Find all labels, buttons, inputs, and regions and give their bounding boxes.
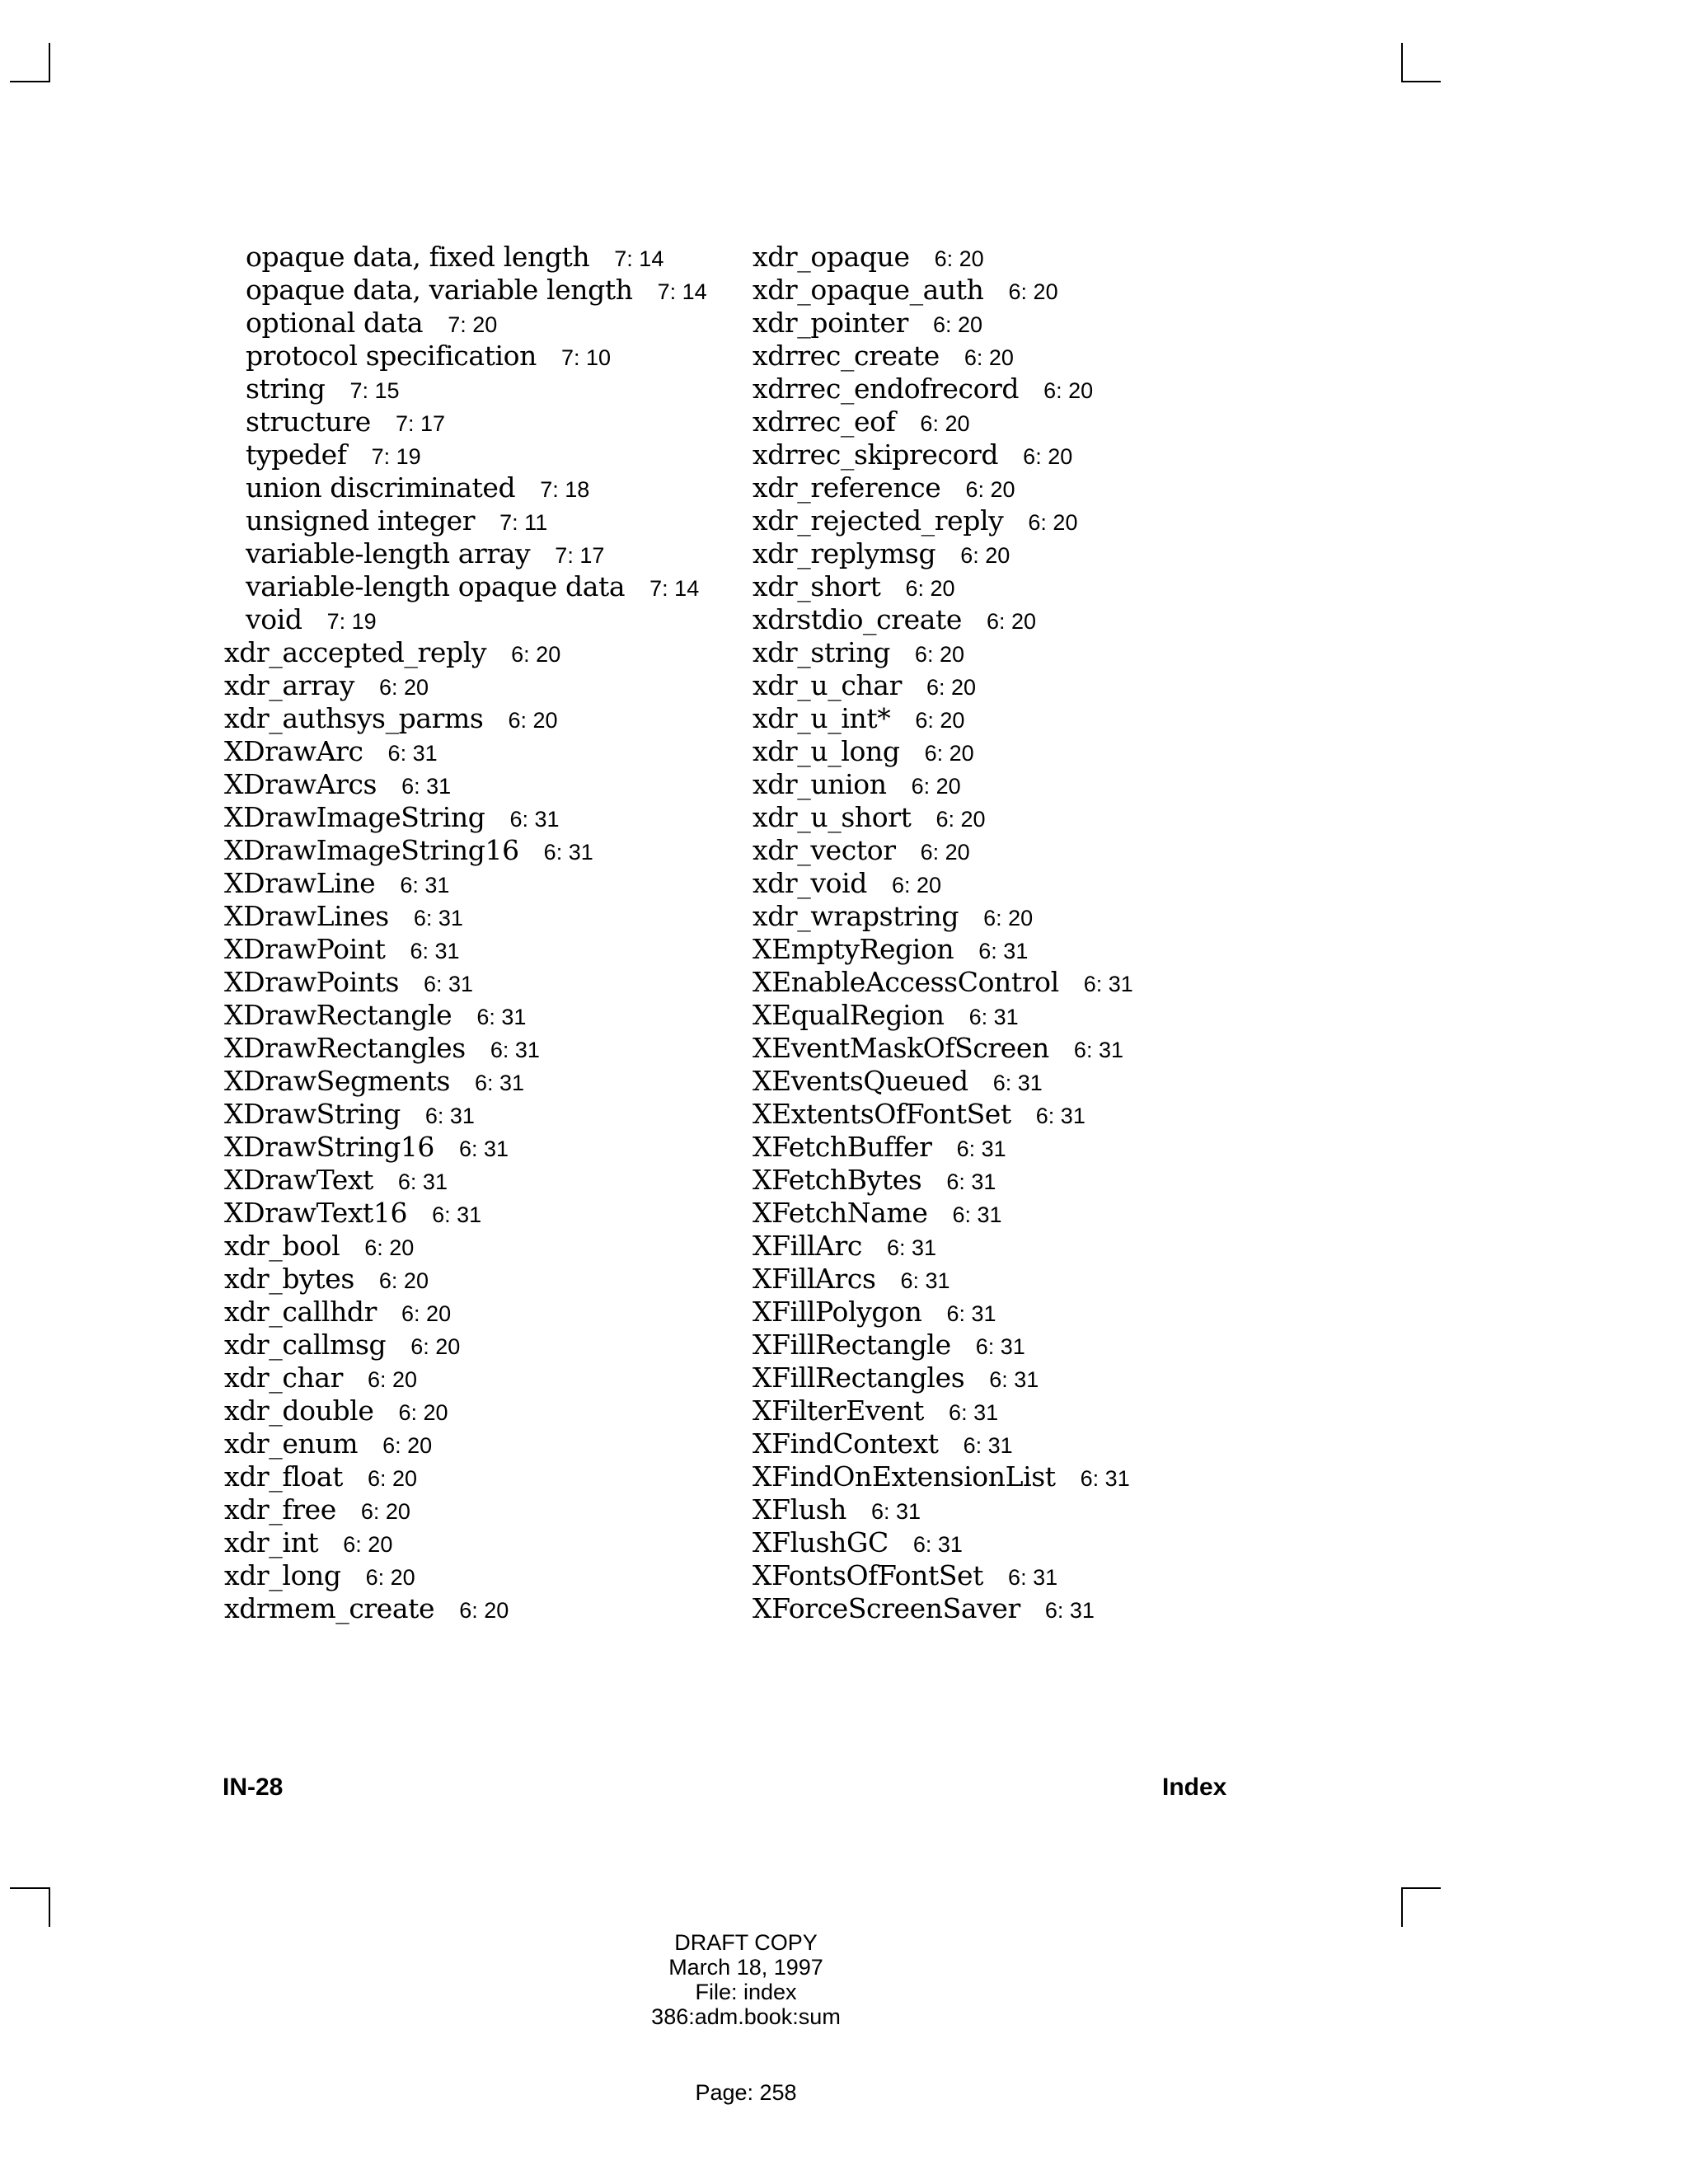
index-entry bbox=[753, 933, 1329, 966]
index-page-ref: 6: 31 bbox=[992, 1071, 1043, 1095]
index-page-ref: 6: 31 bbox=[413, 906, 463, 930]
index-term: xdrstdio_create bbox=[753, 603, 963, 635]
index-term: typedef bbox=[246, 438, 347, 471]
index-entry bbox=[753, 1493, 1329, 1526]
index-term: XFetchBuffer bbox=[753, 1131, 932, 1163]
index-page-ref: 6: 20 bbox=[459, 1598, 509, 1623]
index-entry bbox=[753, 834, 1329, 867]
index-entry bbox=[224, 1164, 719, 1197]
index-entry bbox=[224, 438, 719, 471]
index-term: xdr_short bbox=[753, 570, 881, 602]
index-entry bbox=[753, 340, 1329, 373]
index-page-ref: 6: 31 bbox=[1035, 1104, 1085, 1128]
index-page-ref: 6: 31 bbox=[900, 1268, 950, 1293]
page-label: IN-28 bbox=[223, 1774, 284, 1801]
index-term: void bbox=[246, 603, 302, 635]
index-page-ref: 6: 20 bbox=[915, 708, 965, 733]
index-page-ref: 7: 14 bbox=[614, 246, 664, 271]
index-term: XEmptyRegion bbox=[753, 933, 954, 965]
index-term: variable-length array bbox=[246, 537, 531, 569]
index-term: XExtentsOfFontSet bbox=[753, 1098, 1011, 1130]
index-entry bbox=[224, 274, 719, 307]
index-entry bbox=[753, 405, 1329, 438]
index-term: xdr_long bbox=[224, 1559, 341, 1591]
index-term: XFetchName bbox=[753, 1197, 928, 1229]
index-entry bbox=[753, 867, 1329, 900]
index-entry bbox=[753, 735, 1329, 768]
index-page-ref: 6: 31 bbox=[476, 1005, 527, 1029]
index-entry bbox=[753, 966, 1329, 999]
index-term: XDrawRectangle bbox=[224, 999, 452, 1031]
index-page-ref: 6: 20 bbox=[920, 411, 970, 436]
index-entry bbox=[753, 241, 1329, 274]
index-entry bbox=[224, 933, 719, 966]
index-page-ref: 6: 20 bbox=[1028, 510, 1078, 535]
index-page-ref: 6: 20 bbox=[934, 246, 984, 271]
draft-info-block bbox=[0, 1930, 1492, 2029]
index-entry bbox=[224, 966, 719, 999]
crop-mark-top-left-h bbox=[10, 81, 49, 82]
index-entry bbox=[224, 1526, 719, 1559]
index-page-ref: 6: 31 bbox=[946, 1301, 996, 1326]
index-entry bbox=[753, 1164, 1329, 1197]
index-entry bbox=[753, 1559, 1329, 1592]
index-term: xdr_bytes bbox=[224, 1263, 354, 1295]
index-page-ref: 6: 31 bbox=[424, 972, 474, 996]
index-entry bbox=[753, 570, 1329, 603]
index-term: protocol specification bbox=[246, 340, 537, 372]
draft-book-path: 386:adm.book:sum bbox=[651, 2004, 841, 2029]
index-term: xdr_u_long bbox=[753, 735, 900, 767]
index-page-ref: 6: 20 bbox=[914, 642, 964, 667]
draft-date: March 18, 1997 bbox=[668, 1955, 823, 1980]
index-page-ref: 6: 20 bbox=[1008, 279, 1058, 304]
index-page-ref: 6: 20 bbox=[398, 1400, 448, 1425]
index-entry bbox=[224, 702, 719, 735]
crop-mark-bottom-left-h bbox=[10, 1887, 49, 1889]
index-page-ref: 6: 20 bbox=[1043, 378, 1094, 403]
index-term: xdr_float bbox=[224, 1460, 343, 1493]
index-term: xdr_wrapstring bbox=[753, 900, 959, 932]
index-page-ref: 6: 20 bbox=[367, 1466, 418, 1491]
index-page-ref: 6: 20 bbox=[911, 774, 961, 799]
index-entry bbox=[224, 867, 719, 900]
crop-mark-bottom-right-v bbox=[1401, 1887, 1403, 1927]
index-page-ref: 6: 20 bbox=[892, 873, 942, 898]
index-page-ref: 6: 20 bbox=[965, 477, 1015, 502]
index-page-ref: 6: 20 bbox=[365, 1565, 415, 1590]
index-entry bbox=[224, 340, 719, 373]
index-page-ref: 6: 31 bbox=[1073, 1038, 1123, 1062]
index-page-ref: 6: 31 bbox=[490, 1038, 540, 1062]
index-page-ref: 7: 18 bbox=[540, 477, 590, 502]
index-entry bbox=[753, 1329, 1329, 1361]
index-term: XFontsOfFontSet bbox=[753, 1559, 984, 1591]
index-page-ref: 6: 31 bbox=[946, 1169, 996, 1194]
index-entry bbox=[753, 274, 1329, 307]
index-entry bbox=[224, 241, 719, 274]
index-entry bbox=[753, 1427, 1329, 1460]
index-page-ref: 6: 31 bbox=[952, 1202, 1002, 1227]
index-term: XFillRectangles bbox=[753, 1361, 965, 1394]
index-term: XFillArc bbox=[753, 1230, 862, 1262]
index-entry bbox=[224, 999, 719, 1032]
index-page-ref: 6: 31 bbox=[400, 873, 450, 898]
index-page-ref: 6: 31 bbox=[474, 1071, 525, 1095]
index-term: xdr_free bbox=[224, 1493, 336, 1526]
index-page-ref: 6: 31 bbox=[968, 1005, 1019, 1029]
index-term: string bbox=[246, 373, 326, 405]
index-term: XFlush bbox=[753, 1493, 846, 1526]
draft-file: File: index bbox=[695, 1980, 797, 2004]
index-page-ref: 6: 31 bbox=[912, 1532, 963, 1557]
index-entry bbox=[224, 1427, 719, 1460]
index-page-ref: 6: 20 bbox=[924, 741, 974, 766]
index-entry bbox=[753, 1032, 1329, 1065]
index-page-ref: 7: 10 bbox=[560, 345, 612, 370]
index-page-ref: 6: 20 bbox=[368, 1367, 418, 1392]
index-entry bbox=[224, 1460, 719, 1493]
index-term: xdr_reference bbox=[753, 471, 941, 504]
index-entry bbox=[753, 1098, 1329, 1131]
index-term: xdr_void bbox=[753, 867, 867, 899]
index-entry bbox=[753, 702, 1329, 735]
index-term: xdr_callhdr bbox=[224, 1296, 377, 1328]
index-entry bbox=[753, 999, 1329, 1032]
draft-copy-label: DRAFT COPY bbox=[674, 1930, 818, 1955]
index-page-ref: 6: 20 bbox=[378, 1268, 429, 1293]
index-term: xdr_callmsg bbox=[224, 1329, 387, 1361]
index-term: xdrrec_eof bbox=[753, 405, 896, 438]
index-term: XFillRectangle bbox=[753, 1329, 951, 1361]
index-entry bbox=[224, 1559, 719, 1592]
index-entry bbox=[224, 1230, 719, 1263]
index-entry bbox=[224, 900, 719, 933]
index-entry bbox=[753, 307, 1329, 340]
index-page-ref: 7: 20 bbox=[448, 312, 498, 337]
index-term: XDrawText16 bbox=[224, 1197, 408, 1229]
crop-mark-top-left-v bbox=[49, 43, 50, 82]
index-page-ref: 6: 20 bbox=[401, 1301, 452, 1326]
index-page-ref: 6: 31 bbox=[1083, 972, 1133, 996]
index-page-ref: 6: 20 bbox=[983, 906, 1034, 930]
index-term: XEqualRegion bbox=[753, 999, 945, 1031]
index-column-right bbox=[753, 241, 1329, 1625]
index-term: xdr_pointer bbox=[753, 307, 908, 339]
index-column-left bbox=[224, 241, 719, 1625]
index-term: opaque data, fixed length bbox=[246, 241, 590, 273]
index-term: XDrawImageString bbox=[224, 801, 485, 833]
index-page-ref: 7: 17 bbox=[395, 411, 445, 436]
index-page-ref: 7: 11 bbox=[499, 510, 548, 535]
index-entry bbox=[753, 1592, 1329, 1625]
index-page-ref: 6: 20 bbox=[905, 576, 955, 601]
index-page-ref: 6: 31 bbox=[509, 807, 560, 832]
index-entry bbox=[753, 1296, 1329, 1329]
section-title: Index bbox=[1162, 1774, 1227, 1801]
index-term: XDrawLines bbox=[224, 900, 389, 932]
index-page-ref: 6: 20 bbox=[378, 675, 429, 700]
index-term: XDrawArc bbox=[224, 735, 363, 767]
index-term: xdrmem_create bbox=[224, 1592, 435, 1624]
index-page-ref: 6: 31 bbox=[1008, 1565, 1058, 1590]
index-entry bbox=[224, 603, 719, 636]
index-entry bbox=[224, 834, 719, 867]
index-entry bbox=[224, 504, 719, 537]
index-entry bbox=[224, 1493, 719, 1526]
index-page-ref: 6: 20 bbox=[511, 642, 561, 667]
index-page-ref: 6: 31 bbox=[387, 741, 438, 766]
index-page-ref: 7: 19 bbox=[326, 609, 377, 634]
index-term: union discriminated bbox=[246, 471, 516, 504]
index-page-ref: 6: 20 bbox=[364, 1235, 415, 1260]
index-entry bbox=[753, 1394, 1329, 1427]
index-entry bbox=[753, 1526, 1329, 1559]
index-entry bbox=[224, 1394, 719, 1427]
index-entry bbox=[224, 801, 719, 834]
index-term: XEventsQueued bbox=[753, 1065, 968, 1097]
index-entry bbox=[753, 1460, 1329, 1493]
index-entry bbox=[753, 1263, 1329, 1296]
index-term: xdrrec_skiprecord bbox=[753, 438, 999, 471]
index-page-ref: 6: 20 bbox=[926, 675, 977, 700]
index-page-ref: 7: 17 bbox=[555, 543, 605, 568]
index-entry bbox=[224, 570, 719, 603]
index-entry bbox=[753, 900, 1329, 933]
index-term: xdr_char bbox=[224, 1361, 343, 1394]
index-entry bbox=[753, 373, 1329, 405]
crop-mark-top-right-h bbox=[1401, 81, 1441, 82]
index-term: XFlushGC bbox=[753, 1526, 889, 1558]
index-term: structure bbox=[246, 405, 371, 438]
index-term: XFindOnExtensionList bbox=[753, 1460, 1056, 1493]
index-entry bbox=[224, 1065, 719, 1098]
index-entry bbox=[753, 768, 1329, 801]
index-page-ref: 6: 20 bbox=[987, 609, 1037, 634]
index-term: opaque data, variable length bbox=[246, 274, 633, 306]
index-entry bbox=[753, 537, 1329, 570]
index-page-ref: 6: 31 bbox=[886, 1235, 937, 1260]
index-term: XDrawPoints bbox=[224, 966, 399, 998]
index-term: XDrawSegments bbox=[224, 1065, 450, 1097]
index-entry bbox=[224, 1296, 719, 1329]
index-entry bbox=[224, 1361, 719, 1394]
index-term: XDrawString16 bbox=[224, 1131, 435, 1163]
index-page-ref: 6: 20 bbox=[382, 1433, 433, 1458]
index-term: xdrrec_create bbox=[753, 340, 940, 372]
crop-mark-bottom-left-v bbox=[49, 1887, 50, 1927]
index-page-ref: 6: 31 bbox=[397, 1169, 448, 1194]
index-page-ref: 6: 31 bbox=[401, 774, 452, 799]
index-term: XDrawRectangles bbox=[224, 1032, 466, 1064]
index-entry bbox=[753, 1197, 1329, 1230]
index-term: XFillArcs bbox=[753, 1263, 876, 1295]
index-term: optional data bbox=[246, 307, 424, 339]
index-term: xdrrec_endofrecord bbox=[753, 373, 1020, 405]
index-entry bbox=[224, 373, 719, 405]
index-entry bbox=[753, 636, 1329, 669]
index-term: xdr_replymsg bbox=[753, 537, 936, 569]
index-term: XDrawPoint bbox=[224, 933, 386, 965]
index-term: xdr_int bbox=[224, 1526, 319, 1558]
index-page-ref: 6: 31 bbox=[410, 939, 460, 963]
index-entry bbox=[753, 471, 1329, 504]
index-term: XDrawArcs bbox=[224, 768, 377, 800]
index-entry bbox=[224, 1197, 719, 1230]
index-entry bbox=[753, 1131, 1329, 1164]
index-page-ref: 6: 20 bbox=[410, 1334, 461, 1359]
index-entry bbox=[753, 1361, 1329, 1394]
index-entry bbox=[224, 735, 719, 768]
index-entry bbox=[224, 669, 719, 702]
index-page-ref: 6: 31 bbox=[963, 1433, 1013, 1458]
index-entry bbox=[753, 1065, 1329, 1098]
index-entry bbox=[224, 1592, 719, 1625]
index-page-ref: 6: 20 bbox=[343, 1532, 393, 1557]
index-page-ref: 6: 31 bbox=[459, 1137, 509, 1161]
index-page-ref: 6: 31 bbox=[989, 1367, 1039, 1392]
index-term: unsigned integer bbox=[246, 504, 476, 537]
index-page-ref: 6: 31 bbox=[978, 939, 1029, 963]
index-term: XDrawLine bbox=[224, 867, 376, 899]
index-entry bbox=[753, 504, 1329, 537]
index-page-ref: 6: 20 bbox=[935, 807, 986, 832]
index-page-ref: 6: 31 bbox=[1044, 1598, 1095, 1623]
index-term: XFilterEvent bbox=[753, 1394, 925, 1427]
index-entry bbox=[224, 307, 719, 340]
index-term: xdr_opaque_auth bbox=[753, 274, 984, 306]
index-entry bbox=[753, 669, 1329, 702]
index-term: xdr_u_int* bbox=[753, 702, 891, 734]
index-term: xdr_rejected_reply bbox=[753, 504, 1004, 537]
index-entry bbox=[753, 1230, 1329, 1263]
index-page-ref: 6: 20 bbox=[1023, 444, 1073, 469]
index-page-ref: 6: 20 bbox=[920, 840, 970, 865]
index-page-ref: 6: 31 bbox=[543, 840, 593, 865]
index-term: xdr_array bbox=[224, 669, 354, 701]
index-entry bbox=[224, 471, 719, 504]
index-page-ref: 6: 31 bbox=[1080, 1466, 1130, 1491]
index-term: XEventMaskOfScreen bbox=[753, 1032, 1049, 1064]
index-entry bbox=[224, 1032, 719, 1065]
index-term: xdr_string bbox=[753, 636, 890, 668]
index-entry bbox=[753, 801, 1329, 834]
index-page-ref: 6: 31 bbox=[949, 1400, 999, 1425]
index-term: xdr_enum bbox=[224, 1427, 359, 1460]
index-entry bbox=[224, 1329, 719, 1361]
index-page-ref: 7: 15 bbox=[349, 378, 400, 403]
index-page-ref: 6: 20 bbox=[508, 708, 558, 733]
index-page-ref: 7: 14 bbox=[649, 576, 700, 601]
index-term: xdr_authsys_parms bbox=[224, 702, 484, 734]
index-term: xdr_bool bbox=[224, 1230, 340, 1262]
index-page-ref: 7: 14 bbox=[657, 279, 707, 304]
index-page-ref: 6: 31 bbox=[424, 1104, 475, 1128]
index-entry bbox=[753, 603, 1329, 636]
index-term: xdr_accepted_reply bbox=[224, 636, 487, 668]
index-term: xdr_double bbox=[224, 1394, 374, 1427]
index-term: XEnableAccessControl bbox=[753, 966, 1059, 998]
index-page-ref: 6: 20 bbox=[932, 312, 983, 337]
index-term: XFetchBytes bbox=[753, 1164, 922, 1196]
index-entry bbox=[224, 768, 719, 801]
index-page-ref: 6: 31 bbox=[432, 1202, 482, 1227]
index-entry bbox=[224, 1263, 719, 1296]
index-entry bbox=[224, 1098, 719, 1131]
index-page-ref: 7: 19 bbox=[371, 444, 421, 469]
index-term: XFindContext bbox=[753, 1427, 939, 1460]
index-term: xdr_union bbox=[753, 768, 887, 800]
index-page-ref: 6: 31 bbox=[975, 1334, 1025, 1359]
index-term: xdr_opaque bbox=[753, 241, 910, 273]
crop-mark-top-right-v bbox=[1401, 43, 1403, 82]
index-term: xdr_vector bbox=[753, 834, 896, 866]
index-term: XForceScreenSaver bbox=[753, 1592, 1020, 1624]
index-term: variable-length opaque data bbox=[246, 570, 626, 602]
page-number: Page: 258 bbox=[695, 2080, 797, 2105]
index-term: XFillPolygon bbox=[753, 1296, 922, 1328]
index-entry bbox=[753, 438, 1329, 471]
index-page-ref: 6: 20 bbox=[964, 345, 1014, 370]
index-entry bbox=[224, 636, 719, 669]
index-page-ref: 6: 20 bbox=[960, 543, 1010, 568]
index-term: XDrawImageString16 bbox=[224, 834, 519, 866]
index-entry bbox=[224, 405, 719, 438]
index-entry bbox=[224, 1131, 719, 1164]
index-term: xdr_u_short bbox=[753, 801, 912, 833]
index-term: XDrawText bbox=[224, 1164, 373, 1196]
index-term: XDrawString bbox=[224, 1098, 401, 1130]
index-term: xdr_u_char bbox=[753, 669, 902, 701]
index-entry bbox=[224, 537, 719, 570]
index-page-ref: 6: 31 bbox=[871, 1499, 921, 1524]
index-page-ref: 6: 20 bbox=[360, 1499, 410, 1524]
crop-mark-bottom-right-h bbox=[1401, 1887, 1441, 1889]
index-page-ref: 6: 31 bbox=[956, 1137, 1006, 1161]
